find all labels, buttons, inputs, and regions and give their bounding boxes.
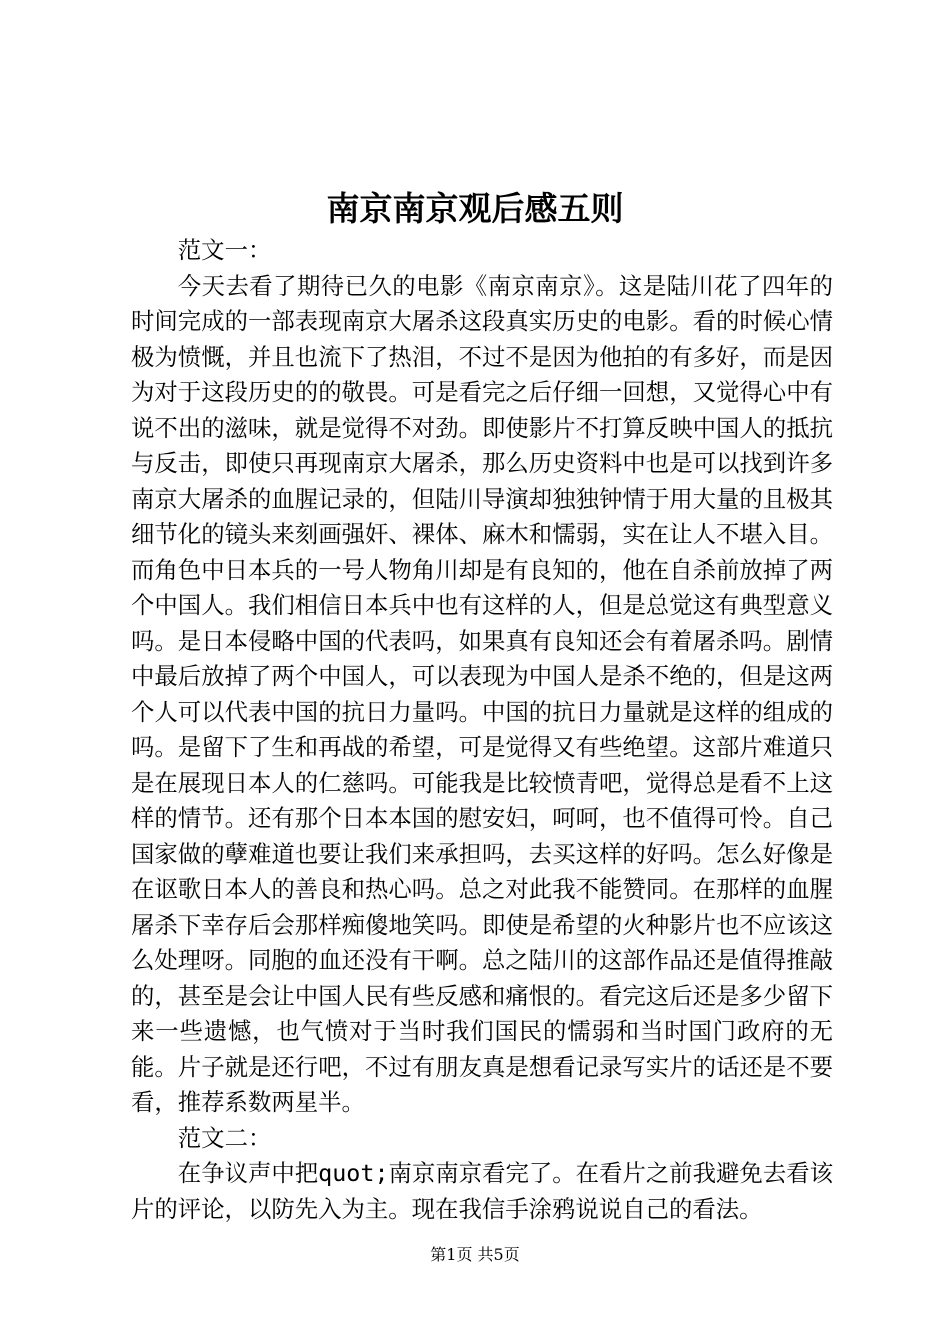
document-title: 南京南京观后感五则 — [326, 189, 624, 228]
document-body — [131, 233, 833, 1227]
body-paragraph-2: 在争议声中把quot;南京南京看完了。在看片之前我避免去看该片的评论，以防先入为主。现在我信手涂鸦说说自己的看法。 — [131, 1159, 833, 1223]
page-footer: 第1页 共5页 — [430, 1245, 520, 1264]
body-paragraph-1: 今天去看了期待已久的电影《南京南京》。这是陆川花了四年的时间完成的一部表现南京大屠杀这段真实历史的电影。看的时候心情极为愤慨，并且也流下了热泪，不过不是因为他拍的有多好，而是因为对于这段历史的的敬畏。可是看完之后仔细一回想，又觉得心中有说不出的滋味，就是觉得不对劲。即使影片不打算反映中国人的抵抗与反击，即使只再现南京大屠杀，那么历史资料中也是可以找到许多南京大屠杀的血腥记录的，但陆川导演却独独钟情于用大量的且极其细节化的镜头来刻画强奸、裸体、麻木和懦弱，实在让人不堪入目。而角色中日本兵的一号人物角川却是有良知的，他在自杀前放掉了两个中国人。我们相信日本兵中也有这样的人，但是总觉这有典型意义吗。是日本侵略中国的代表吗，如果真有良知还会有着屠杀吗。剧情中最后放掉了两个中国人，可以表现为中国人是杀不绝的，但是这两个人可以代表中国的抗日力量吗。中国的抗日力量就是这样的组成的吗。是留下了生和再战的希望，可是觉得又有些绝望。这部片难道只是在展现日本人的仁慈吗。可能我是比较愤青吧，觉得总是看不上这样的情节。还有那个日本本国的慰安妇，呵呵，也不值得可怜。自己国家做的孽难道也要让我们来承担吗，去买这样的好吗。怎么好像是在讴歌日本人的善良和热心吗。总之对此我不能赞同。在那样的血腥屠杀下幸存后会那样痴傻地笑吗。即使是希望的火种影片也不应该这么处理呀。同胞的血还没有干啊。总之陆川的这部作品还是值得推敲的，甚至是会让中国人民有些反感和痛恨的。看完这后还是多少留下来一些遗憾，也气愤对于当时我们国民的懦弱和当时国门政府的无能。片子就是还行吧，不过有朋友真是想看记录写实片的话还是不要看，推荐系数两星半。 — [131, 271, 833, 1116]
section-heading-2: 范文二： — [177, 1123, 272, 1152]
section-heading-1: 范文一： — [177, 236, 272, 264]
